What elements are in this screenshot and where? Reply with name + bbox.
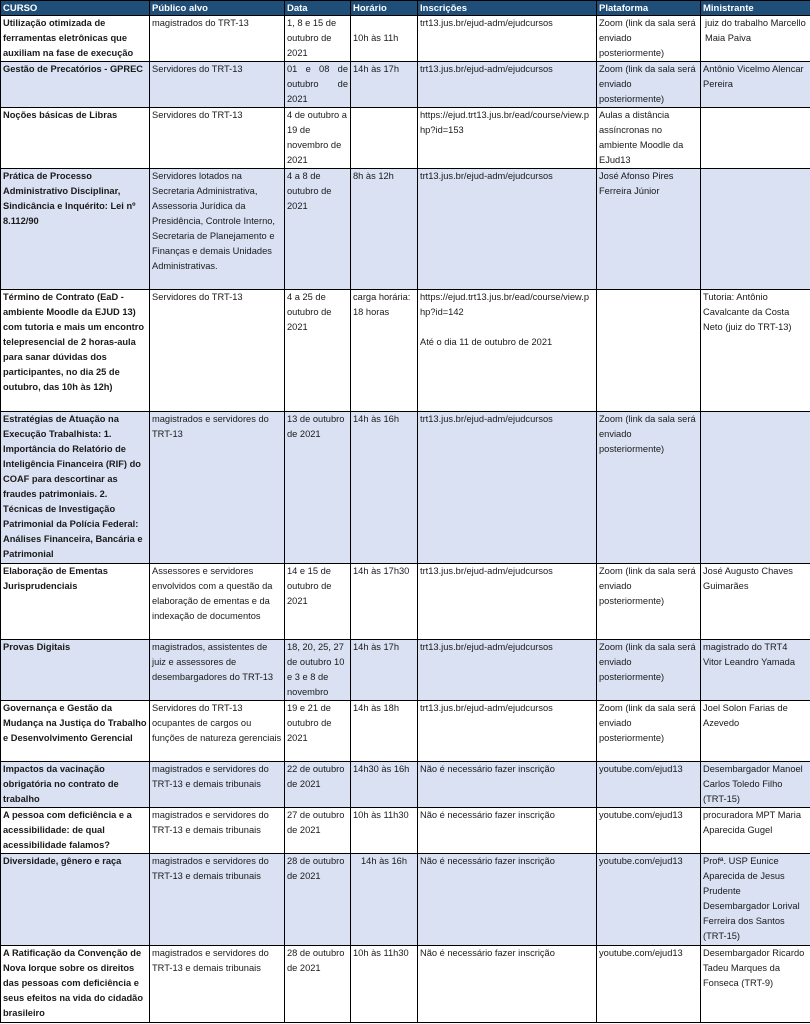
course-cell: Elaboração de Ementas Jurisprudenciais	[1, 564, 150, 640]
instructor-cell: Joel Solon Farias de Azevedo	[701, 701, 810, 762]
registration-deadline: Até o dia 11 de outubro de 2021	[420, 337, 553, 347]
course-cell: Utilização otimizada de ferramentas eletrônicas que auxiliam na fase de execução	[1, 16, 150, 62]
audience-cell: magistrados e servidores do TRT-13 e demais tribunais	[150, 854, 285, 946]
course-cell: Governança e Gestão da Mudança na Justiça do Trabalho e Desenvolvimento Gerencial	[1, 701, 150, 762]
registration-link[interactable]: https://ejud.trt13.jus.br/ead/course/view.php?id=142	[420, 292, 589, 317]
table-row	[1, 16, 810, 62]
date-cell: 13 de outubro de 2021	[285, 412, 351, 564]
time-text: 10h às 11h	[353, 33, 399, 43]
platform-cell	[597, 290, 701, 412]
table-row	[1, 762, 810, 808]
instructor-cell: Desembargador Manoel Carlos Toledo Filho (TRT-15)	[701, 762, 810, 808]
time-cell: 8h às 12h	[351, 169, 418, 290]
platform-cell: youtube.com/ejud13	[597, 946, 701, 1023]
registration-cell	[418, 290, 597, 412]
header-data: Data	[285, 1, 351, 16]
registration-cell: trt13.jus.br/ejud-adm/ejudcursos	[418, 640, 597, 701]
course-cell: Noções básicas de Libras	[1, 108, 150, 169]
platform-cell: Zoom (link da sala será enviado posteriormente)	[597, 564, 701, 640]
course-cell: Gestão de Precatórios - GPREC	[1, 62, 150, 108]
instructor-cell: juiz do trabalho Marcello Maia Paiva	[701, 16, 810, 62]
header-inscricoes: Inscrições	[418, 1, 597, 16]
registration-cell: Não é necessário fazer inscrição	[418, 854, 597, 946]
instructor-cell: Tutoria: Antônio Cavalcante da Costa Neto (juiz do TRT-13)	[701, 290, 810, 412]
date-cell: 28 de outubro de 2021	[285, 854, 351, 946]
instructor-cell	[701, 169, 810, 290]
course-cell: Provas Digitais	[1, 640, 150, 701]
time-cell: 14h às 17h	[351, 62, 418, 108]
registration-cell: trt13.jus.br/ejud-adm/ejudcursos	[418, 701, 597, 762]
date-cell: 01 e 08 de outubro de 2021	[285, 62, 351, 108]
header-row	[1, 1, 810, 16]
course-cell: Impactos da vacinação obrigatória no contrato de trabalho	[1, 762, 150, 808]
instructor-cell: José Augusto Chaves Guimarães	[701, 564, 810, 640]
table-row	[1, 854, 810, 946]
registration-cell: trt13.jus.br/ejud-adm/ejudcursos	[418, 412, 597, 564]
time-cell	[351, 16, 418, 62]
header-publico: Público alvo	[150, 1, 285, 16]
table-row	[1, 946, 810, 1023]
table-row	[1, 290, 810, 412]
time-cell: 14h às 16h	[351, 854, 418, 946]
date-cell: 1, 8 e 15 de outubro de 2021	[285, 16, 351, 62]
audience-cell: magistrados e servidores do TRT-13 e demais tribunais	[150, 762, 285, 808]
date-cell: 22 de outubro de 2021	[285, 762, 351, 808]
audience-cell: Servidores do TRT-13 ocupantes de cargos ou funções de natureza gerenciais	[150, 701, 285, 762]
platform-cell: youtube.com/ejud13	[597, 854, 701, 946]
course-cell: A Ratificação da Convenção de Nova Iorque sobre os direitos das pessoas com deficiência e seus efeitos na vida do cidadão brasileiro	[1, 946, 150, 1023]
time-cell: 10h às 11h30	[351, 946, 418, 1023]
platform-cell: José Afonso Pires Ferreira Júnior	[597, 169, 701, 290]
time-cell: 14h às 17h	[351, 640, 418, 701]
registration-cell: https://ejud.trt13.jus.br/ead/course/view.php?id=153	[418, 108, 597, 169]
time-cell: 14h30 às 16h	[351, 762, 418, 808]
registration-cell: Não é necessário fazer inscrição	[418, 808, 597, 854]
platform-cell: youtube.com/ejud13	[597, 762, 701, 808]
instructor-cell	[701, 412, 810, 564]
platform-cell: youtube.com/ejud13	[597, 808, 701, 854]
date-cell: 4 de outubro a 19 de novembro de 2021	[285, 108, 351, 169]
audience-cell: Assessores e servidores envolvidos com a questão da elaboração de ementas e da indexação de documentos	[150, 564, 285, 640]
platform-cell: Zoom (link da sala será enviado posteriormente)	[597, 62, 701, 108]
course-cell: Estratégias de Atuação na Execução Trabalhista: 1. Importância do Relatório de Inteligência Financeira (RIF) do COAF para descortinar as fraudes patrimoniais. 2. Técnicas de Investigação Patrimonial da Polícia Federal: Análises Financeira, Bancária e Patrimonial	[1, 412, 150, 564]
instructor-cell: procuradora MPT Maria Aparecida Gugel	[701, 808, 810, 854]
audience-cell: magistrados e servidores do TRT-13 e demais tribunais	[150, 808, 285, 854]
table-row	[1, 62, 810, 108]
instructor-cell	[701, 108, 810, 169]
instructor-cell: magistrado do TRT4 Vitor Leandro Yamada	[701, 640, 810, 701]
time-cell: 14h às 16h	[351, 412, 418, 564]
time-cell: carga horária: 18 horas	[351, 290, 418, 412]
date-cell: 18, 20, 25, 27 de outubro 10 e 3 e 8 de novembro	[285, 640, 351, 701]
platform-cell: Zoom (link da sala será enviado posteriormente)	[597, 640, 701, 701]
date-cell: 27 de outubro de 2021	[285, 808, 351, 854]
audience-cell: magistrados e servidores do TRT-13	[150, 412, 285, 564]
audience-cell: magistrados do TRT-13	[150, 16, 285, 62]
audience-cell: magistrados, assistentes de juiz e assessores de desembargadores do TRT-13	[150, 640, 285, 701]
registration-cell: Não é necessário fazer inscrição	[418, 946, 597, 1023]
audience-cell: Servidores do TRT-13	[150, 62, 285, 108]
date-cell: 4 a 8 de outubro de 2021	[285, 169, 351, 290]
registration-cell: trt13.jus.br/ejud-adm/ejudcursos	[418, 16, 597, 62]
date-cell: 19 e 21 de outubro de 2021	[285, 701, 351, 762]
header-curso: CURSO	[1, 1, 150, 16]
platform-cell: Aulas a distância assíncronas no ambiente Moodle da EJud13	[597, 108, 701, 169]
instructor-cell: Antônio Vicelmo Alencar Pereira	[701, 62, 810, 108]
registration-cell: Não é necessário fazer inscrição	[418, 762, 597, 808]
course-cell: A pessoa com deficiência e a acessibilidade: de qual acessibilidade falamos?	[1, 808, 150, 854]
platform-cell: Zoom (link da sala será enviado posteriormente)	[597, 701, 701, 762]
instructor-cell: Desembargador Ricardo Tadeu Marques da Fonseca (TRT-9)	[701, 946, 810, 1023]
table-row	[1, 564, 810, 640]
header-horario: Horário	[351, 1, 418, 16]
table-row	[1, 701, 810, 762]
time-cell: 14h às 17h30	[351, 564, 418, 640]
table-row	[1, 169, 810, 290]
table-row	[1, 108, 810, 169]
course-cell: Diversidade, gênero e raça	[1, 854, 150, 946]
header-ministrante: Ministrante	[701, 1, 810, 16]
registration-cell: trt13.jus.br/ejud-adm/ejudcursos	[418, 564, 597, 640]
course-cell: Prática de Processo Administrativo Disciplinar, Sindicância e Inquérito: Lei nº 8.112/90	[1, 169, 150, 290]
instructor-cell: Profª. USP Eunice Aparecida de Jesus Prudente Desembargador Lorival Ferreira dos Santos (TRT-15)	[701, 854, 810, 946]
audience-cell: Servidores do TRT-13	[150, 290, 285, 412]
time-cell: 14h às 18h	[351, 701, 418, 762]
audience-cell: magistrados e servidores do TRT-13 e demais tribunais	[150, 946, 285, 1023]
date-cell: 14 e 15 de outubro de 2021	[285, 564, 351, 640]
registration-cell: trt13.jus.br/ejud-adm/ejudcursos	[418, 62, 597, 108]
registration-cell: trt13.jus.br/ejud-adm/ejudcursos	[418, 169, 597, 290]
table-row	[1, 808, 810, 854]
audience-cell: Servidores lotados na Secretaria Administrativa, Assessoria Jurídica da Presidência, Controle Interno, Secretaria de Planejamento e Finanças e demais Unidades Administrativas.	[150, 169, 285, 290]
header-plataforma: Plataforma	[597, 1, 701, 16]
table-row	[1, 640, 810, 701]
audience-cell: Servidores do TRT-13	[150, 108, 285, 169]
date-cell: 4 a 25 de outubro de 2021	[285, 290, 351, 412]
time-cell	[351, 108, 418, 169]
date-cell: 28 de outubro de 2021	[285, 946, 351, 1023]
course-cell: Término de Contrato (EaD - ambiente Moodle da EJUD 13) com tutoria e mais um encontro telepresencial de 2 horas-aula para sanar dúvidas dos participantes, no dia 25 de outubro, das 10h às 12h)	[1, 290, 150, 412]
table-row	[1, 412, 810, 564]
time-cell: 10h às 11h30	[351, 808, 418, 854]
platform-cell: Zoom (link da sala será enviado posteriormente)	[597, 412, 701, 564]
platform-cell: Zoom (link da sala será enviado posteriormente)	[597, 16, 701, 62]
